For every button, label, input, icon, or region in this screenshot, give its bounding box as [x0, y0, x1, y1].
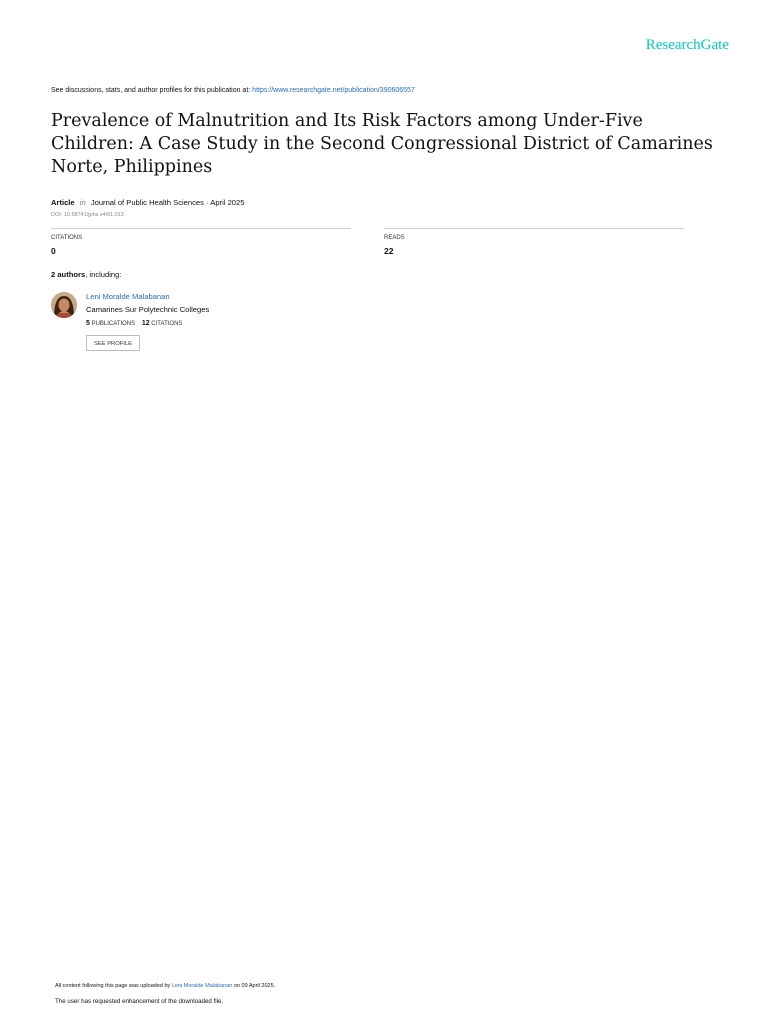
author-name-link[interactable]: Leni Moralde Malabanan [86, 292, 170, 301]
author-publications-label: PUBLICATIONS [91, 321, 136, 327]
authors-including: , including: [85, 270, 122, 279]
reads-divider [384, 228, 684, 229]
researchgate-logo[interactable]: ResearchGate [645, 37, 729, 53]
reads-label: READS [384, 235, 405, 241]
upload-suffix: on 09 April 2025. [232, 983, 276, 989]
discussion-prefix: See discussions, stats, and author profiles for this publication at: [51, 87, 253, 94]
author-institution: Camarines Sur Polytechnic Colleges [86, 305, 210, 314]
author-citations-label: CITATIONS [151, 321, 183, 327]
authors-heading [51, 270, 122, 279]
author-avatar[interactable] [51, 292, 77, 318]
authors-count: 2 authors [51, 270, 86, 279]
citations-value: 0 [51, 246, 56, 256]
journal-date: Journal of Public Health Sciences · April 2025 [90, 198, 245, 207]
author-publications-count: 5 [86, 320, 90, 327]
publication-title: Prevalence of Malnutrition and Its Risk Factors among Under-Five Children: A Case Study in the Second Congressional District of Camarines Norte, Philippines [51, 111, 713, 177]
avatar-image [51, 292, 77, 318]
citations-divider [51, 228, 351, 229]
reads-value: 22 [384, 246, 394, 256]
in-word: in [79, 198, 86, 207]
publication-type: Article [51, 198, 75, 207]
enhancement-note: The user has requested enhancement of the downloaded file. [55, 998, 224, 1005]
doi: DOI: 10.58741/jphs.v4i01.013 [51, 212, 124, 218]
author-citations-count: 12 [141, 320, 150, 327]
see-profile-button[interactable]: SEE PROFILE [86, 335, 140, 351]
publication-meta [51, 198, 244, 207]
citations-label: CITATIONS [51, 235, 83, 241]
author-stats [86, 320, 182, 327]
upload-prefix: All content following this page was uploaded by [55, 983, 172, 989]
publication-url-link[interactable]: https://www.researchgate.net/publication/390606557 [252, 87, 415, 94]
uploader-link[interactable]: Leni Moralde Malabanan [171, 983, 233, 989]
upload-note [55, 983, 275, 989]
discussion-line [51, 87, 415, 94]
